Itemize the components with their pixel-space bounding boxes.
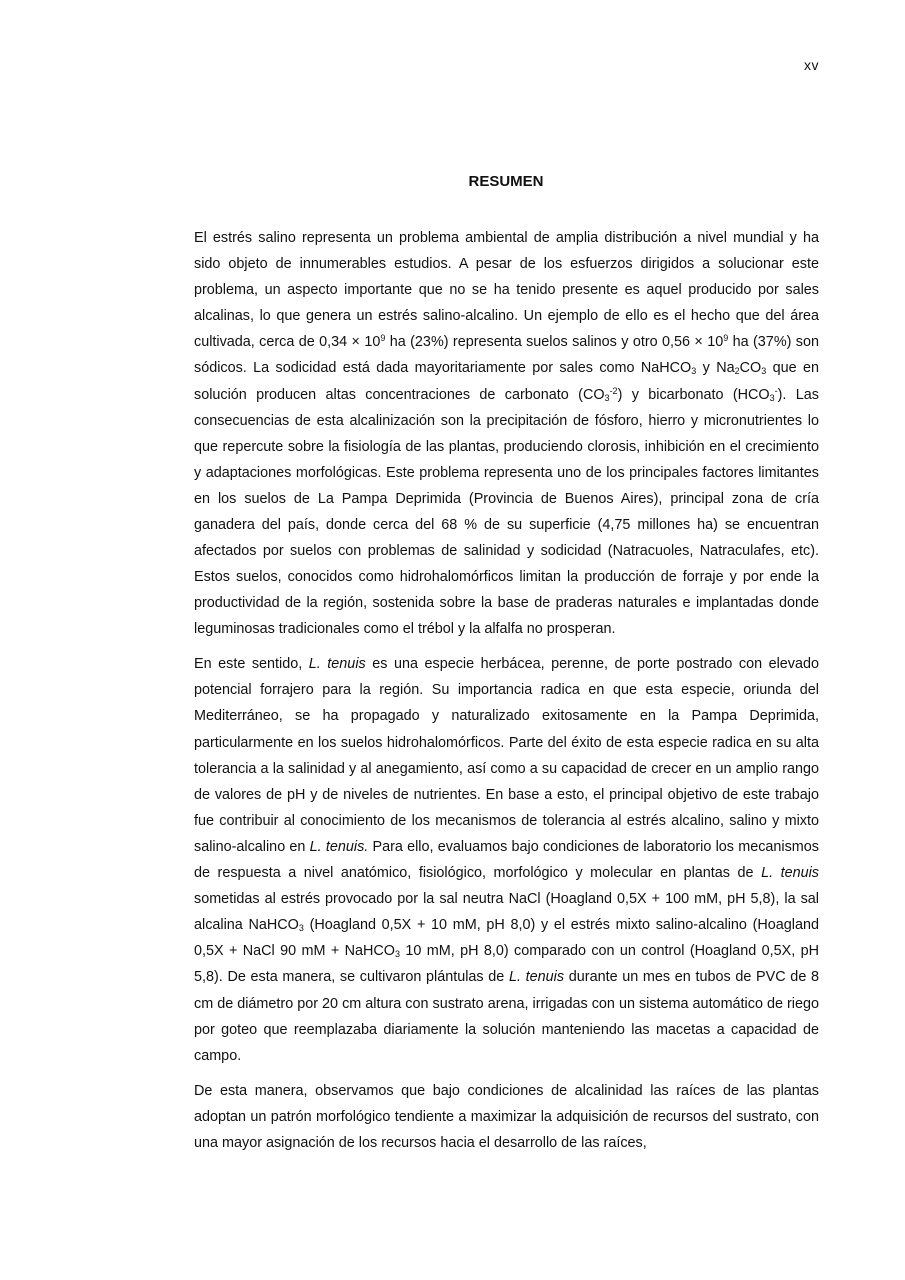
text-run: es una especie herbácea, perenne, de porte postrado con elevado potencial forrajero para la región. Su importancia radica en que esta especie, oriunda del Mediterráneo, se ha propagado y naturalizado exitosamente en la Pampa Deprimida, particularmente en los suelos hidrohalomórficos. Parte del éxito de esta especie radica en su alta tolerancia a la salinidad y al anegamiento, así como a su capacidad de crecer en un amplio rango de valores de pH y de niveles de nutrientes. En base a esto, el principal objetivo de este trabajo fue contribuir al conocimiento de los mecanismos de tolerancia al estrés alcalino, salino y mixto salino-alcalino en (194, 656, 820, 855)
text-run: Para ello, evaluamos bajo condiciones de laboratorio los mecanismos de respuesta a nivel anatómico, fisiológico, morfológico y molecular en plantas de (194, 838, 819, 882)
text-run: 10 mM, pH 8,0) comparado con un control (Hoagland 0,5X, pH 5,8). De esta manera, se cultivaron plántulas de (194, 943, 819, 986)
subscript: 3 (298, 923, 304, 934)
text-run: ). Las consecuencias de esta alcalinización son la precipitación de fósforo, hierro y micronutrientes lo que repercute sobre la fisiología de las plantas, produciendo clorosis, inhibición en el crecimiento y adaptaciones morfológicas. Este problema representa uno de los principales factores limitantes en los suelos de La Pampa Deprimida (Provincia de Buenos Aires), principal zona de cría ganadera del país, donde cerca del 68 % de su superficie (4,75 millones ha) se encuentran afectados por suelos con problemas de salinidad y sodicidad (Natracuoles, Natraculafes, etc). Estos suelos, conocidos como hidrohalomórficos limitan la producción de forraje y por ende la productividad de la región, sostenida sobre la base de praderas naturales e implantadas donde leguminosas tradicionales como el trébol y la alfalfa no prosperan. (194, 386, 819, 638)
subscript: 3 (394, 949, 400, 960)
subscript: 3 (604, 392, 610, 403)
text-run: ) y bicarbonato (HCO (617, 386, 770, 403)
superscript: 9 (380, 333, 386, 344)
paragraph-3 (194, 1078, 819, 1156)
subscript: 2 (734, 366, 740, 377)
subscript: 3 (691, 366, 697, 377)
text-run: ha (23%) representa suelos salinos y otro 0,56 × 10 (385, 334, 724, 351)
text-run: que en solución producen altas concentraciones de carbonato (CO (194, 360, 819, 403)
subscript: 3 (761, 366, 767, 377)
text-run: y Na (696, 360, 735, 377)
subscript: 3 (769, 392, 775, 403)
paragraph-1 (194, 225, 819, 643)
text-run: El estrés salino representa un problema ambiental de amplia distribución a nivel mundial y ha sido objeto de innumerables estudios. A pesar de los esfuerzos dirigidos a solucionar este problema, un aspecto importante que no se ha tenido presente es aquel producido por sales alcalinas, lo que genera un estrés salino-alcalino. Un ejemplo de ello es el hecho que del área cultivada, cerca de 0,34 × 10 (194, 230, 819, 351)
species-name: L. tenuis (761, 865, 819, 882)
text-run: durante un mes en tubos de PVC de 8 cm de diámetro por 20 cm altura con sustrato arena, irrigadas con un sistema automático de riego por goteo que reemplazaba diariamente la solución manteniendo las macetas a capacidad de campo. (194, 969, 819, 1064)
page-title: RESUMEN (468, 173, 544, 190)
paragraph-2 (194, 651, 819, 1069)
species-name: L. tenuis (308, 656, 366, 673)
document-body (194, 225, 819, 1165)
species-name: L. tenuis (509, 969, 565, 986)
text-run: CO (739, 360, 762, 377)
text-run: De esta manera, observamos que bajo condiciones de alcalinidad las raíces de las plantas adoptan un patrón morfológico tendiente a maximizar la adquisición de recursos del sustrato, con una mayor asignación de los recursos hacia el desarrollo de las raíces, (194, 1082, 819, 1151)
text-run: (Hoagland 0,5X + 10 mM, pH 8,0) y el estrés mixto salino-alcalino (Hoagland 0,5X + NaCl 90 mM + NaHCO (194, 917, 819, 960)
superscript: 9 (723, 333, 729, 344)
species-name: L. tenuis. (309, 838, 369, 855)
text-run: sometidas al estrés provocado por la sal neutra NaCl (Hoagland 0,5X + 100 mM, pH 5,8), la sal alcalina NaHCO (194, 891, 819, 934)
superscript: -2 (609, 385, 618, 396)
text-run: En este sentido, (194, 656, 309, 673)
text-run: ha (37%) son sódicos. La sodicidad está dada mayoritariamente por sales como NaHCO (194, 334, 819, 377)
superscript: - (774, 385, 778, 396)
page-number: xv (804, 57, 819, 73)
